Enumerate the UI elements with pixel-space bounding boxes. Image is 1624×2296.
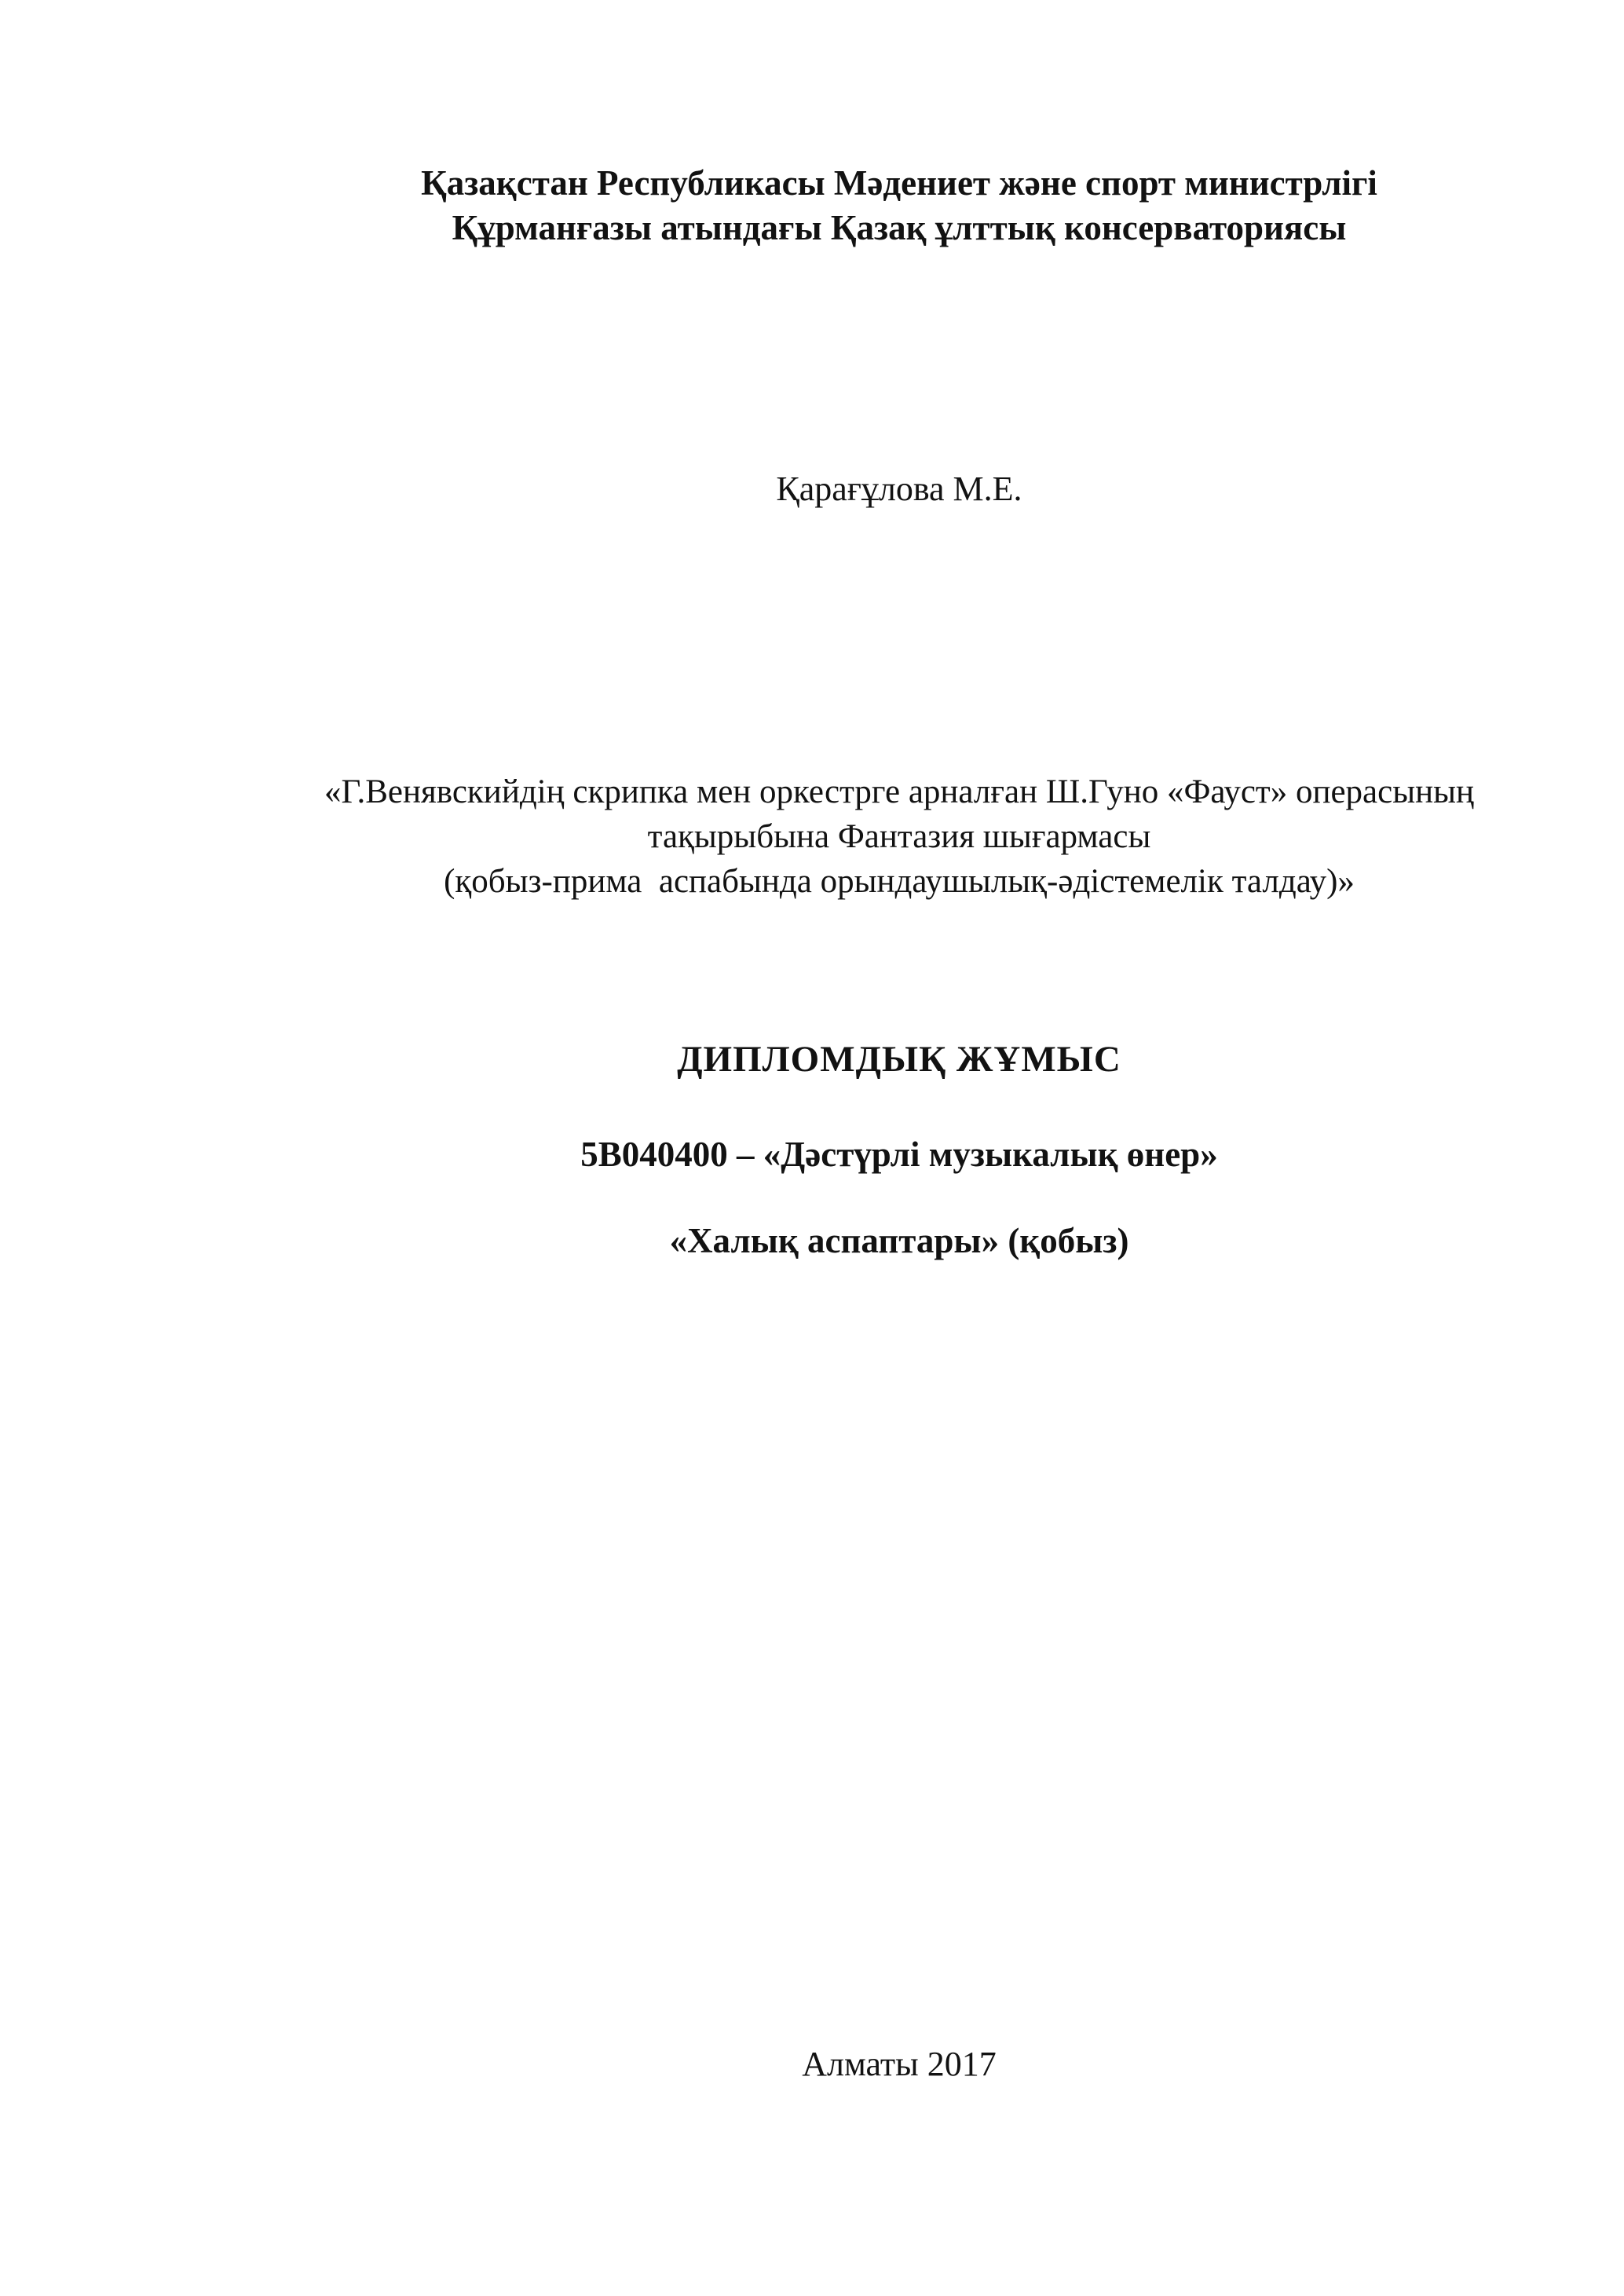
ministry-line-2: Құрманғазы атындағы Қазақ ұлттық консерваториясы: [452, 208, 1347, 247]
city-and-year: Алматы 2017: [802, 2045, 997, 2083]
work-type-heading: ДИПЛОМДЫҚ ЖҰМЫС: [677, 1039, 1121, 1080]
author-name: Қарағұлова М.Е.: [776, 470, 1022, 508]
ministry-line-1: Қазақстан Республикасы Мәдениет және спорт министрлігі: [421, 163, 1377, 203]
work-title-line-1: «Г.Венявскийдің скрипка мен оркестрге арналған Ш.Гуно «Фауст» операсының: [324, 773, 1475, 810]
work-title-line-2: тақырыбына Фантазия шығармасы: [647, 818, 1151, 855]
ministry-header: [236, 161, 1563, 250]
work-title-line-3: (қобыз-прима аспабында орындаушылық-әдістемелік талдау)»: [444, 863, 1355, 900]
work-title: [236, 770, 1563, 904]
department-name: «Халық аспаптары» (қобыз): [669, 1221, 1129, 1260]
specialty-code: 5В040400 – «Дәстүрлі музыкалық өнер»: [580, 1135, 1218, 1174]
